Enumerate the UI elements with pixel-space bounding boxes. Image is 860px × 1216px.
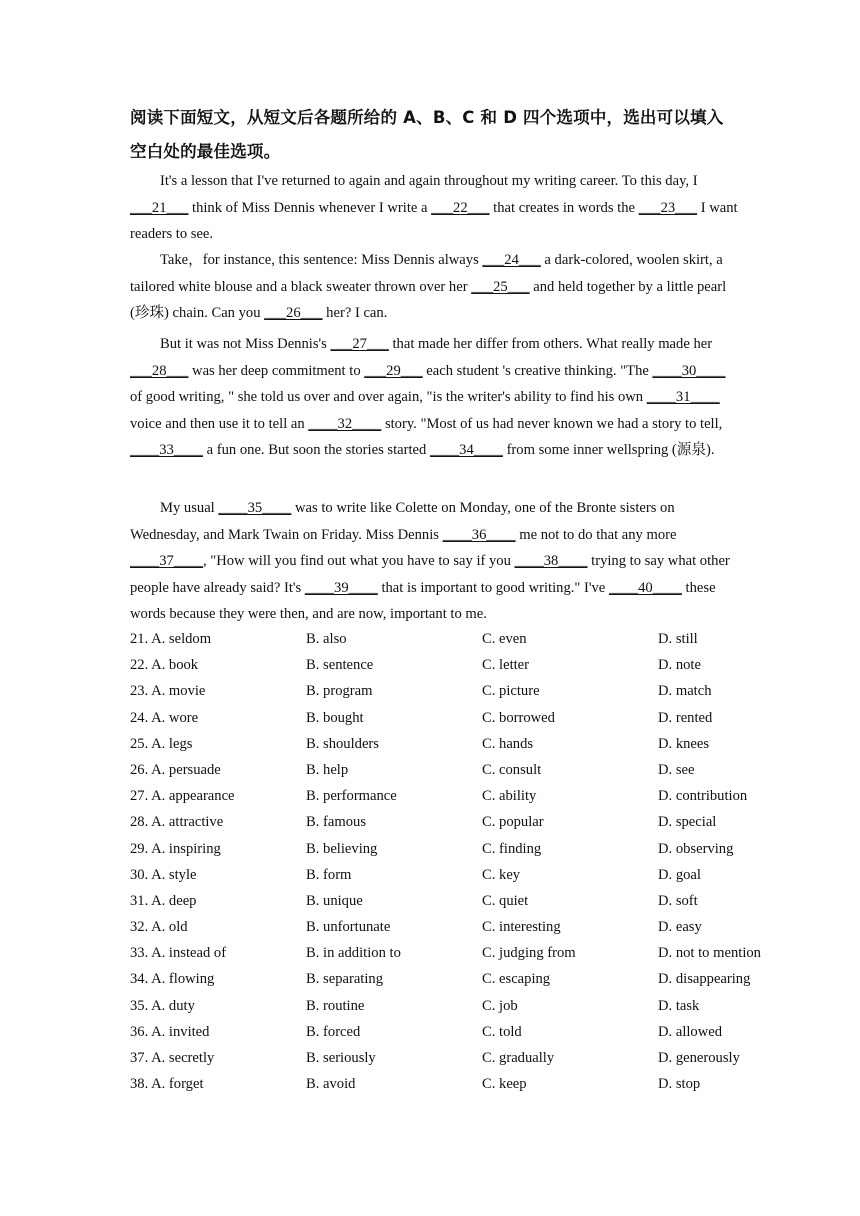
option-c[interactable]: C. hands xyxy=(482,735,534,752)
passage-text: was to write like Colette on Monday, one of the Bronte sisters on Wednesday, and Mark Twain on Friday. Miss Dennis xyxy=(130,500,675,543)
option-d[interactable]: D. see xyxy=(658,761,695,778)
option-b[interactable]: B. separating xyxy=(306,971,384,988)
answer-blank[interactable]: ____40____ xyxy=(608,579,682,596)
option-b[interactable]: B. unique xyxy=(306,892,363,909)
passage-text: Take，for instance, this sentence: Miss Dennis always xyxy=(160,252,483,268)
passage-text: a dark-colored, woolen skirt, a tailored white blouse and a black sweater thrown over her xyxy=(130,252,723,295)
option-b[interactable]: B. seriously xyxy=(306,1050,376,1066)
option-b[interactable]: B. believing xyxy=(306,840,378,857)
option-a[interactable]: 35. A. duty xyxy=(130,997,195,1014)
option-c[interactable]: C. consult xyxy=(482,761,542,778)
option-b[interactable]: B. form xyxy=(306,866,352,883)
option-c[interactable]: C. even xyxy=(482,631,527,647)
passage-paragraph-2 xyxy=(130,247,738,327)
option-b[interactable]: B. routine xyxy=(306,997,365,1014)
option-a[interactable]: 25. A. legs xyxy=(130,735,193,752)
question-options-row xyxy=(130,1019,740,1045)
option-a[interactable]: 38. A. forget xyxy=(130,1076,204,1093)
option-c[interactable]: C. borrowed xyxy=(482,709,555,726)
option-c[interactable]: C. escaping xyxy=(482,971,551,988)
option-a[interactable]: 24. A. wore xyxy=(130,709,199,726)
option-c[interactable]: C. keep xyxy=(482,1076,527,1093)
answer-blank[interactable]: ____30____ xyxy=(652,362,726,379)
answer-blank[interactable]: ___21___ xyxy=(130,199,189,216)
passage-text: that creates in words the xyxy=(489,199,639,216)
passage-paragraph-1 xyxy=(130,168,738,248)
answer-blank[interactable]: ____35____ xyxy=(218,500,292,516)
option-a[interactable]: 33. A. instead of xyxy=(130,945,227,962)
passage-text: voice and then use it to tell an xyxy=(130,415,309,432)
option-b[interactable]: B. help xyxy=(306,761,349,778)
question-options-row xyxy=(130,836,740,862)
option-b[interactable]: B. shoulders xyxy=(306,735,379,752)
question-options-row xyxy=(130,966,751,992)
passage-text: that made her differ from others. What really made her xyxy=(388,336,713,352)
passage-text: and held together by a little pearl (珍珠) chain. Can you xyxy=(130,278,727,321)
option-a[interactable]: 34. A. flowing xyxy=(130,971,215,988)
option-d[interactable]: D. contribution xyxy=(658,788,748,805)
passage-text: , "How will you find out what you have to say if you xyxy=(202,553,515,569)
options-list xyxy=(130,626,761,1097)
question-options-row xyxy=(130,626,740,652)
option-c[interactable]: C. ability xyxy=(482,788,537,805)
option-a[interactable]: 32. A. old xyxy=(130,919,188,936)
option-d[interactable]: D. rented xyxy=(658,709,713,726)
passage-paragraph-3 xyxy=(130,331,738,464)
option-c[interactable]: C. quiet xyxy=(482,892,529,909)
option-d[interactable]: D. observing xyxy=(658,840,734,857)
option-d[interactable]: D. soft xyxy=(658,892,698,909)
question-options-row xyxy=(130,678,740,704)
option-d[interactable]: D. task xyxy=(658,997,700,1014)
option-d[interactable]: D. note xyxy=(658,657,701,674)
option-c[interactable]: C. interesting xyxy=(482,919,561,936)
option-c[interactable]: C. popular xyxy=(482,814,544,831)
instructions-heading: 阅读下面短文，从短文后各题所给的 A、B、C 和 D 四个选项中，选出可以填入空白处的最佳选项。 xyxy=(130,108,724,161)
option-c[interactable]: C. judging from xyxy=(482,945,576,962)
passage-text: think of Miss Dennis whenever I write a xyxy=(188,199,432,216)
question-options-row xyxy=(130,731,740,757)
option-c[interactable]: C. key xyxy=(482,866,521,883)
option-b[interactable]: B. program xyxy=(306,683,373,700)
passage-text: was her deep commitment to xyxy=(188,362,365,379)
option-c[interactable]: C. gradually xyxy=(482,1050,555,1066)
passage-text: each student 's creative thinking. "The xyxy=(422,362,653,379)
answer-blank[interactable]: ___26___ xyxy=(264,305,323,321)
passage-text: a fun one. But soon the stories started xyxy=(202,442,430,458)
passage-text: from some inner wellspring (源泉). xyxy=(502,442,715,458)
option-d[interactable]: D. generously xyxy=(658,1050,740,1066)
question-options-row xyxy=(130,652,740,678)
option-b[interactable]: B. also xyxy=(306,631,347,647)
option-b[interactable]: B. bought xyxy=(306,709,364,726)
answer-blank[interactable]: ____31____ xyxy=(646,389,720,405)
option-c[interactable]: C. picture xyxy=(482,683,540,700)
question-options-row xyxy=(130,993,740,1019)
option-a[interactable]: 22. A. book xyxy=(130,657,199,674)
question-options-row xyxy=(130,888,740,914)
answer-blank[interactable]: ___28___ xyxy=(130,362,189,379)
question-options-row xyxy=(130,914,740,940)
option-b[interactable]: B. unfortunate xyxy=(306,919,391,936)
option-a[interactable]: 21. A. seldom xyxy=(130,631,212,647)
option-a[interactable]: 31. A. deep xyxy=(130,892,197,909)
answer-blank[interactable]: ____33____ xyxy=(130,442,203,458)
option-a[interactable]: 28. A. attractive xyxy=(130,814,224,831)
option-c[interactable]: C. letter xyxy=(482,657,530,674)
passage-text: story. "Most of us had never known we had a story to tell, xyxy=(381,415,723,432)
option-d[interactable]: D. special xyxy=(658,814,717,831)
passage-text: her? I can. xyxy=(322,305,388,321)
passage-text: But it was not Miss Dennis's xyxy=(160,336,331,352)
answer-blank[interactable]: ____34____ xyxy=(429,442,503,458)
answer-blank[interactable]: ___27___ xyxy=(330,336,389,352)
answer-blank[interactable]: ____36____ xyxy=(442,526,516,543)
answer-blank[interactable]: ____39____ xyxy=(304,579,378,596)
answer-blank[interactable]: ___29___ xyxy=(364,362,423,379)
passage-text: My usual xyxy=(160,500,219,516)
passage-text: I want readers to see. xyxy=(130,199,738,242)
question-options-row xyxy=(130,757,740,783)
passage-text: these words because they were then, and are now, important to me. xyxy=(130,579,716,622)
option-a[interactable]: 29. A. inspiring xyxy=(130,840,221,857)
answer-blank[interactable]: ____38____ xyxy=(514,553,588,569)
question-options-row xyxy=(130,1045,740,1071)
answer-blank[interactable]: ____32____ xyxy=(308,415,382,432)
answer-blank[interactable]: ___23___ xyxy=(638,199,698,216)
option-b[interactable]: B. performance xyxy=(306,788,397,805)
option-d[interactable]: D. match xyxy=(658,683,712,700)
option-d[interactable]: D. not to mention xyxy=(658,945,761,962)
answer-blank[interactable]: ____37____ xyxy=(130,553,203,569)
option-c[interactable]: C. job xyxy=(482,997,518,1014)
passage-text: trying to say what other people have already said? It's xyxy=(130,553,730,596)
option-b[interactable]: B. forced xyxy=(306,1023,361,1040)
question-options-row xyxy=(130,862,740,888)
option-d[interactable]: D. goal xyxy=(658,866,701,883)
question-options-row xyxy=(130,940,761,966)
option-a[interactable]: 23. A. movie xyxy=(130,683,206,700)
answer-blank[interactable]: ___22___ xyxy=(431,199,490,216)
option-a[interactable]: 36. A. invited xyxy=(130,1023,210,1040)
option-d[interactable]: D. disappearing xyxy=(658,971,751,988)
answer-blank[interactable]: ___24___ xyxy=(482,252,541,268)
option-b[interactable]: B. in addition to xyxy=(306,945,401,962)
option-b[interactable]: B. avoid xyxy=(306,1076,356,1093)
passage-text: of good writing, " she told us over and over again, "is the writer's ability to find his own xyxy=(130,389,647,405)
option-d[interactable]: D. still xyxy=(658,631,698,647)
option-d[interactable]: D. allowed xyxy=(658,1023,723,1040)
passage-paragraph-4 xyxy=(130,495,738,628)
option-c[interactable]: C. finding xyxy=(482,840,542,857)
option-c[interactable]: C. told xyxy=(482,1023,522,1040)
answer-blank[interactable]: ___25___ xyxy=(471,278,530,295)
option-a[interactable]: 27. A. appearance xyxy=(130,788,235,805)
option-d[interactable]: D. knees xyxy=(658,735,710,752)
question-options-row xyxy=(130,705,740,731)
option-b[interactable]: B. sentence xyxy=(306,657,374,674)
option-a[interactable]: 30. A. style xyxy=(130,866,197,883)
option-d[interactable]: D. stop xyxy=(658,1076,701,1093)
passage-text: It's a lesson that I've returned to again and again throughout my writing career. To this day, I xyxy=(160,173,698,189)
passage-text: me not to do that any more xyxy=(515,526,677,543)
question-options-row xyxy=(130,1071,740,1097)
passage-text: that is important to good writing." I've xyxy=(377,579,609,596)
option-a[interactable]: 37. A. secretly xyxy=(130,1050,215,1066)
question-options-row xyxy=(130,783,748,809)
option-d[interactable]: D. easy xyxy=(658,919,702,936)
option-b[interactable]: B. famous xyxy=(306,814,366,831)
question-options-row xyxy=(130,809,740,835)
option-a[interactable]: 26. A. persuade xyxy=(130,761,221,778)
